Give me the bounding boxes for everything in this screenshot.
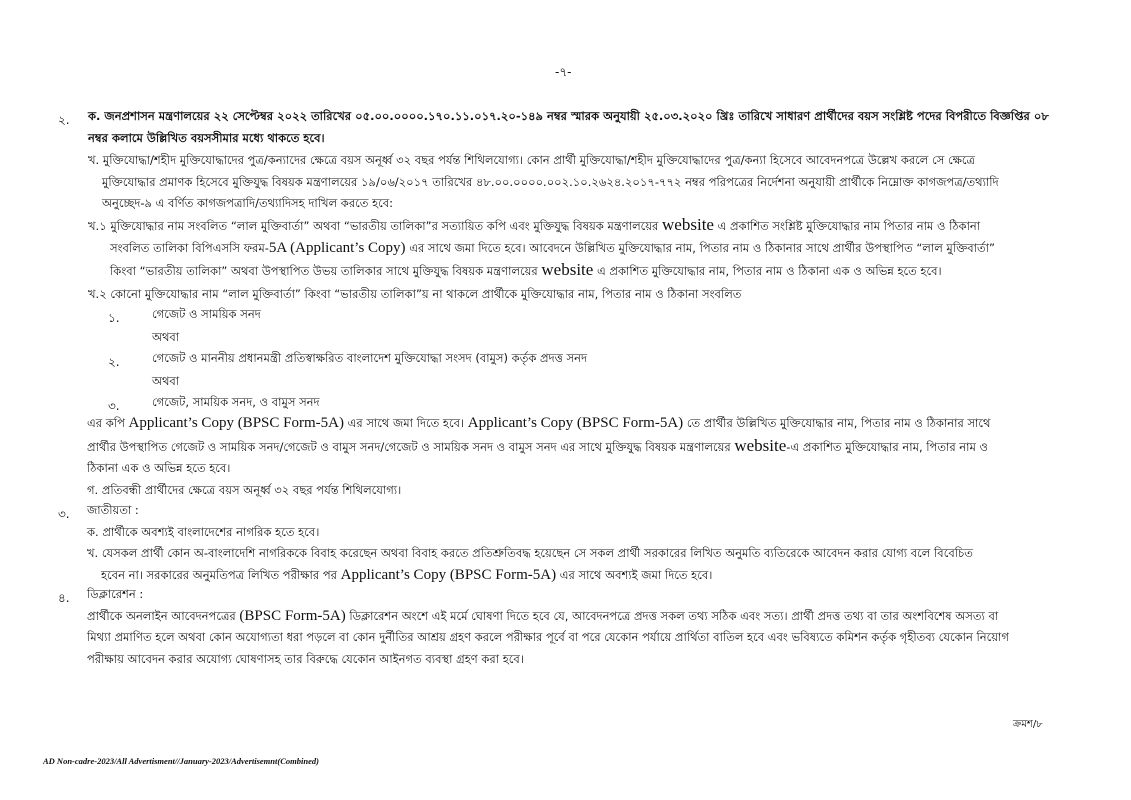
section-2-kha	[88, 150, 999, 215]
section-4	[87, 584, 1009, 670]
section-2-kha-line1: খ. মুক্তিযোদ্ধা/শহীদ মুক্তিযোদ্ধাদের পুত্র/কন্যাদের ক্ষেত্রে বয়স অনূর্ধ্ব ৩২ বছর পর্যন্ত শিথিলযোগ্য। কোন প্রার্থী মুক্তিযোদ্ধা/শহীদ মুক্তিযোদ্ধাদের পুত্র/কন্যা হিসেবে আবেদনপত্রে উল্লেখ করলে সে ক্ষেত্রে	[88, 153, 976, 167]
form-text: Applicant’s Copy (BPSC Form-5A)	[467, 415, 684, 431]
copy-line1	[87, 413, 990, 435]
form-text: Applicant’s Copy (BPSC Form-5A)	[128, 415, 344, 431]
text: প্রার্থীকে অনলাইন আবেদনপত্রের	[87, 608, 240, 623]
text: হবেন না। সরকারের অনুমতিপত্র লিখিত পরীক্ষার পর	[101, 567, 341, 582]
option-1-number: ১.	[108, 311, 120, 325]
section-2-kha1-line2	[88, 238, 995, 260]
page-number: -৭-	[555, 65, 572, 79]
section-2-ka-line1: ক. জনপ্রশাসন মন্ত্রণালয়ের ২২ সেপ্টেম্বর ২০২২ তারিখের ০৫.০০.০০০০.১৭০.১১.০১৭.২০-১৪৯ নম্বর স্মারক অনুযায়ী ২৫.০৩.২০২০ খ্রিঃ তারিখে সাধারণ প্রার্থীদের বয়স সংশ্লিষ্ট পদের বিপরীতে বিজ্ঞপ্তির ০৮	[88, 109, 1049, 123]
option-3-number: ৩.	[108, 399, 120, 413]
text: এ প্রকাশিত মুক্তিযোদ্ধার নাম, পিতার নাম ও ঠিকানা এক ও অভিন্ন হতে হবে।	[593, 264, 942, 278]
section-2-copy-para	[87, 413, 990, 501]
section-4-title: ডিক্লারেশন :	[87, 587, 144, 601]
section-2-kha1-line1	[88, 214, 995, 238]
section-2-kha1	[88, 214, 995, 283]
footer-path: AD Non-cadre-2023/All Advertisment//January-2023/Advertisemnt(Combined)	[43, 756, 319, 766]
section-4-line1	[87, 606, 1009, 628]
text: তে প্রার্থীর উল্লিখিত মুক্তিযোদ্ধার নাম, পিতার নাম ও ঠিকানার সাথে	[683, 416, 991, 430]
section-2-kha-line2: মুক্তিযোদ্ধার প্রমাণক হিসেবে মুক্তিযুদ্ধ বিষয়ক মন্ত্রণালয়ের ১৯/০৬/২০১৭ তারিখের ৪৮.০০.০০০০.০০২.১০.২৬২৪.২০১৭-৭৭২ নম্বর পরিপত্রের নির্দেশনা অনুযায়ী প্রার্থীকে নিম্নোক্ত কাগজপত্র/তথ্যাদি	[102, 174, 999, 189]
website-text: website	[662, 215, 714, 234]
text: প্রার্থীর উপস্থাপিত গেজেট ও সাময়িক সনদ/গেজেট ও বামুস সনদ/গেজেট ও সাময়িক সনদ ও বামুস সনদ এর সাথে মুক্তিযুদ্ধ বিষয়ক মন্ত্রণালয়ের	[87, 439, 735, 454]
option-3-text: গেজেট, সাময়িক সনদ, ও বামুস সনদ	[152, 395, 320, 409]
text: এর সাথে জমা দিতে হবে। আবেদনে উল্লিখিত মুক্তিযোদ্ধার নাম, পিতার নাম ও ঠিকানার সাথে প্রার্থীর উপস্থাপিত “লাল মুক্তিবার্তা”	[405, 240, 995, 255]
section-4-line2: মিথ্যা প্রমাণিত হলে অথবা কোন অযোগ্যতা ধরা পড়লে বা কোন দুর্নীতির আশ্রয় গ্রহণ করলে পরীক্ষার পূর্বে বা পরে যেকোন পর্যায়ে প্রার্থিতা বাতিল হবে এবং ভবিষ্যতে কমিশন কর্তৃক গৃহীতব্য যেকোন নিয়োগ	[87, 630, 1009, 644]
copy-line3: ঠিকানা এক ও অভিন্ন হতে হবে।	[87, 461, 231, 475]
text: খ.১ মুক্তিযোদ্ধার নাম সংবলিত “লাল মুক্তিবার্তা” অথবা “ভারতীয় তালিকা”র সত্যায়িত কপি এবং মুক্তিযুদ্ধ বিষয়ক মন্ত্রণালয়ের	[88, 219, 663, 233]
text: -এ প্রকাশিত মুক্তিযোদ্ধার নাম, পিতার নাম ও	[786, 439, 989, 454]
form-text: (BPSC Form-5A)	[239, 607, 346, 624]
section-3-title: জাতীয়তা :	[87, 503, 139, 517]
section-3	[87, 500, 973, 586]
text: কিংবা “ভারতীয় তালিকা” অথবা উপস্থাপিত উভয় তালিকার সাথে মুক্তিযুদ্ধ বিষয়ক মন্ত্রণালয়ের	[110, 264, 542, 278]
form-text: Applicant’s Copy (BPSC Form-5A)	[340, 566, 557, 583]
section-3-ka: ক. প্রার্থীকে অবশ্যই বাংলাদেশের নাগরিক হতে হবে।	[87, 524, 320, 539]
text: এর সাথে অবশ্যই জমা দিতে হবে।	[556, 567, 713, 582]
section-2-kha1-line3	[88, 259, 995, 283]
text: সংবলিত তালিকা বিপিএসসি ফরম-	[110, 240, 269, 255]
section-4-number: ৪.	[58, 591, 70, 605]
text: এ প্রকাশিত সংশ্লিষ্ট মুক্তিযোদ্ধার নাম পিতার নাম ও ঠিকানা	[713, 219, 981, 233]
option-2-number: ২.	[108, 355, 120, 369]
section-2-kha-line3: অনুচ্ছেদ-৯ এ বর্ণিত কাগজপত্রাদি/তথ্যাদিসহ দাখিল করতে হবে:	[102, 196, 394, 210]
text: এর সাথে জমা দিতে হবে।	[343, 416, 468, 430]
form-text: 5A (Applicant’s Copy)	[268, 239, 406, 256]
section-4-line3: পরীক্ষায় আবেদন করার অযোগ্য ঘোষণাসহ তার বিরুদ্ধে যেকোন আইনগত ব্যবস্থা গ্রহণ করা হবে।	[87, 651, 524, 666]
or-text-2: অথবা	[152, 374, 180, 388]
option-2-text: গেজেট ও মাননীয় প্রধানমন্ত্রী প্রতিস্বাক্ষরিত বাংলাদেশ মুক্তিযোদ্ধা সংসদ (বামুস) কর্তৃক প্রদত্ত সনদ	[152, 351, 588, 365]
website-text: website	[541, 260, 594, 279]
section-2-ga: গ. প্রতিবন্ধী প্রার্থীদের ক্ষেত্রে বয়স অনূর্ধ্ব ৩২ বছর পর্যন্ত শিথিলযোগ্য।	[87, 482, 402, 497]
copy-line2	[87, 435, 990, 459]
text: ডিক্লারেশন অংশে এই মর্মে ঘোষণা দিতে হবে যে, আবেদনপত্রে প্রদত্ত সকল তথ্য সঠিক এবং সত্য। প্রার্থী প্রদত্ত তথ্য বা তার অংশবিশেষ অসত্য বা	[345, 608, 999, 623]
text: এর কপি	[87, 416, 129, 430]
option-1-text: গেজেট ও সাময়িক সনদ	[152, 307, 261, 321]
continued-label: ক্রমশ/৮	[1013, 719, 1043, 730]
section-3-number: ৩.	[58, 507, 70, 521]
section-2-number: ২.	[58, 113, 70, 127]
section-2-ka	[88, 106, 1049, 149]
section-3-kha-line1: খ. যেসকল প্রার্থী কোন অ-বাংলাদেশি নাগরিককে বিবাহ করেছেন অথবা বিবাহ করতে প্রতিশ্রুতিবদ্ধ হয়েছেন সে সকল প্রার্থী সরকারের লিখিত অনুমতি ব্যতিরেকে আবেদন করার যোগ্য বলে বিবেচিত	[87, 546, 973, 560]
website-text: website	[734, 435, 787, 455]
section-2-kha2: খ.২ কোনো মুক্তিযোদ্ধার নাম “লাল মুক্তিবার্তা” কিংবা “ভারতীয় তালিকা”য় না থাকলে প্রার্থীকে মুক্তিযোদ্ধার নাম, পিতার নাম ও ঠিকানা সংবলিত	[88, 287, 742, 301]
or-text-1: অথবা	[152, 330, 180, 344]
section-2-ka-line2: নম্বর কলামে উল্লিখিত বয়সসীমার মধ্যে থাকতে হবে।	[88, 130, 325, 145]
section-3-kha-line2	[87, 565, 973, 587]
